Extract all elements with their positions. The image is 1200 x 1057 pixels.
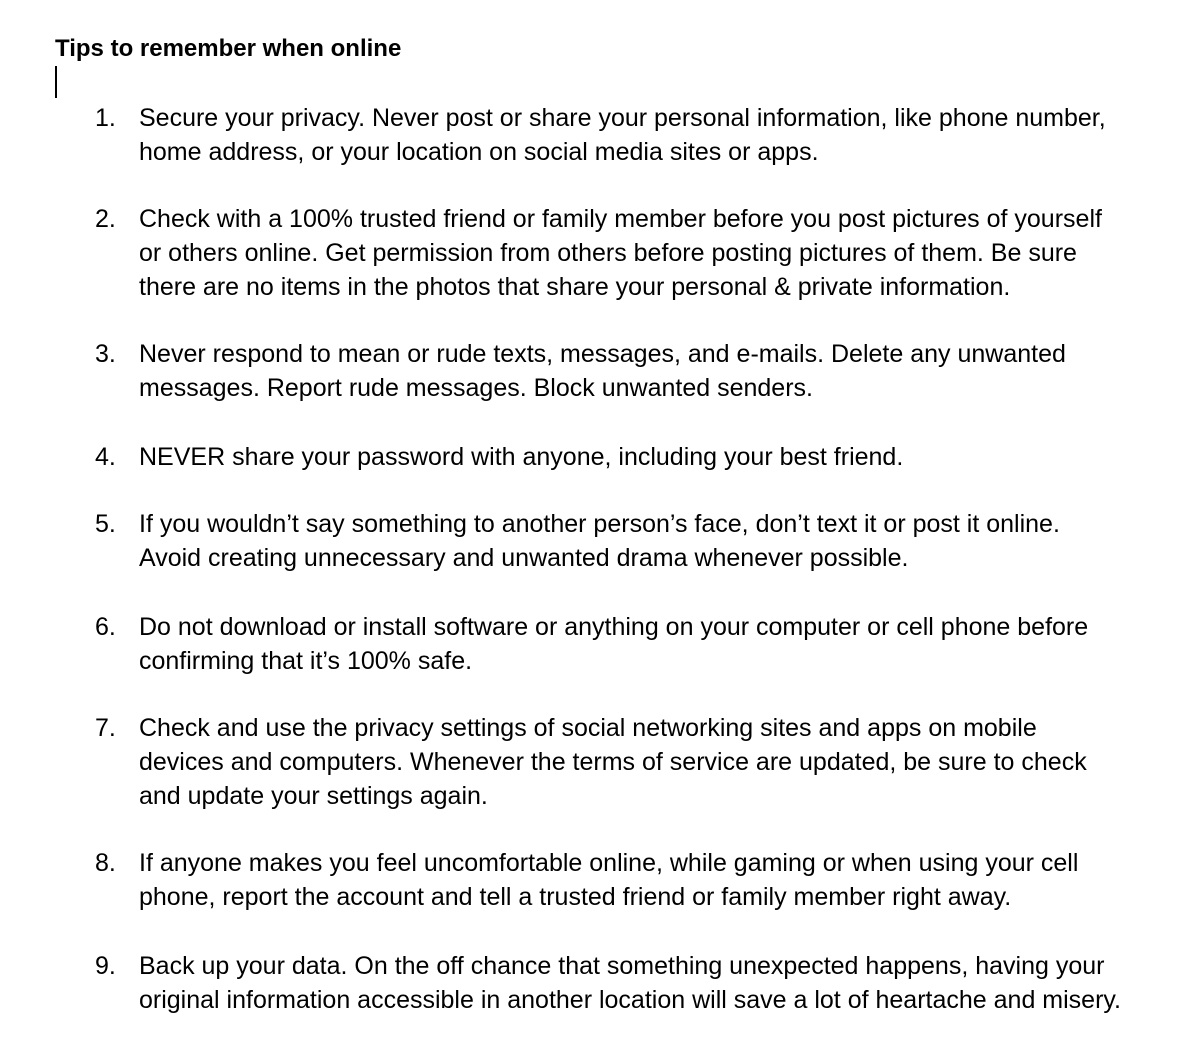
- text-line: or others online. Get permission from others before posting pictures of them. Be sure: [139, 239, 1077, 267]
- list-number: 6.: [95, 613, 116, 641]
- text-line: If you wouldn’t say something to another person’s face, don’t text it or post it online.: [139, 510, 1060, 538]
- text-line: Secure your privacy. Never post or share your personal information, like phone number,: [139, 104, 1106, 132]
- list-number: 3.: [95, 340, 116, 368]
- text-line: messages. Report rude messages. Block unwanted senders.: [139, 374, 813, 402]
- text-line: confirming that it’s 100% safe.: [139, 647, 473, 675]
- list-number: 9.: [95, 952, 116, 980]
- list-item-text: [139, 101, 1179, 169]
- text-line: Avoid creating unnecessary and unwanted drama whenever possible.: [139, 544, 909, 572]
- text-line: home address, or your location on social media sites or apps.: [139, 138, 819, 166]
- list-number: 2.: [95, 205, 116, 233]
- list-item-text: [139, 846, 1179, 914]
- text-line: and update your settings again.: [139, 782, 488, 810]
- list-item-text: [139, 507, 1179, 575]
- list-number: 4.: [95, 443, 116, 471]
- list-item-text: [139, 711, 1179, 813]
- text-line: Back up your data. On the off chance that something unexpected happens, having your: [139, 952, 1105, 980]
- text-line: If anyone makes you feel uncomfortable online, while gaming or when using your cell: [139, 849, 1079, 877]
- list-number: 8.: [95, 849, 116, 877]
- text-line: original information accessible in another location will save a lot of heartache and misery.: [139, 986, 1121, 1014]
- list-item-text: [139, 202, 1179, 304]
- document-title: Tips to remember when online: [55, 35, 402, 62]
- text-line: NEVER share your password with anyone, including your best friend.: [139, 443, 904, 471]
- list-number: 1.: [95, 104, 116, 132]
- text-line: Do not download or install software or anything on your computer or cell phone before: [139, 613, 1089, 641]
- list-number: 7.: [95, 714, 116, 742]
- list-item-text: [139, 610, 1179, 678]
- text-line: Check with a 100% trusted friend or family member before you post pictures of yourself: [139, 205, 1102, 233]
- list-item-text: [139, 949, 1179, 1017]
- text-line: Never respond to mean or rude texts, messages, and e-mails. Delete any unwanted: [139, 340, 1066, 368]
- list-item-text: [139, 337, 1179, 405]
- list-item-text: [139, 440, 1179, 474]
- text-line: phone, report the account and tell a trusted friend or family member right away.: [139, 883, 1012, 911]
- text-line: Check and use the privacy settings of social networking sites and apps on mobile: [139, 714, 1037, 742]
- text-line: devices and computers. Whenever the terms of service are updated, be sure to check: [139, 748, 1087, 776]
- list-number: 5.: [95, 510, 116, 538]
- text-line: there are no items in the photos that share your personal & private information.: [139, 273, 1011, 301]
